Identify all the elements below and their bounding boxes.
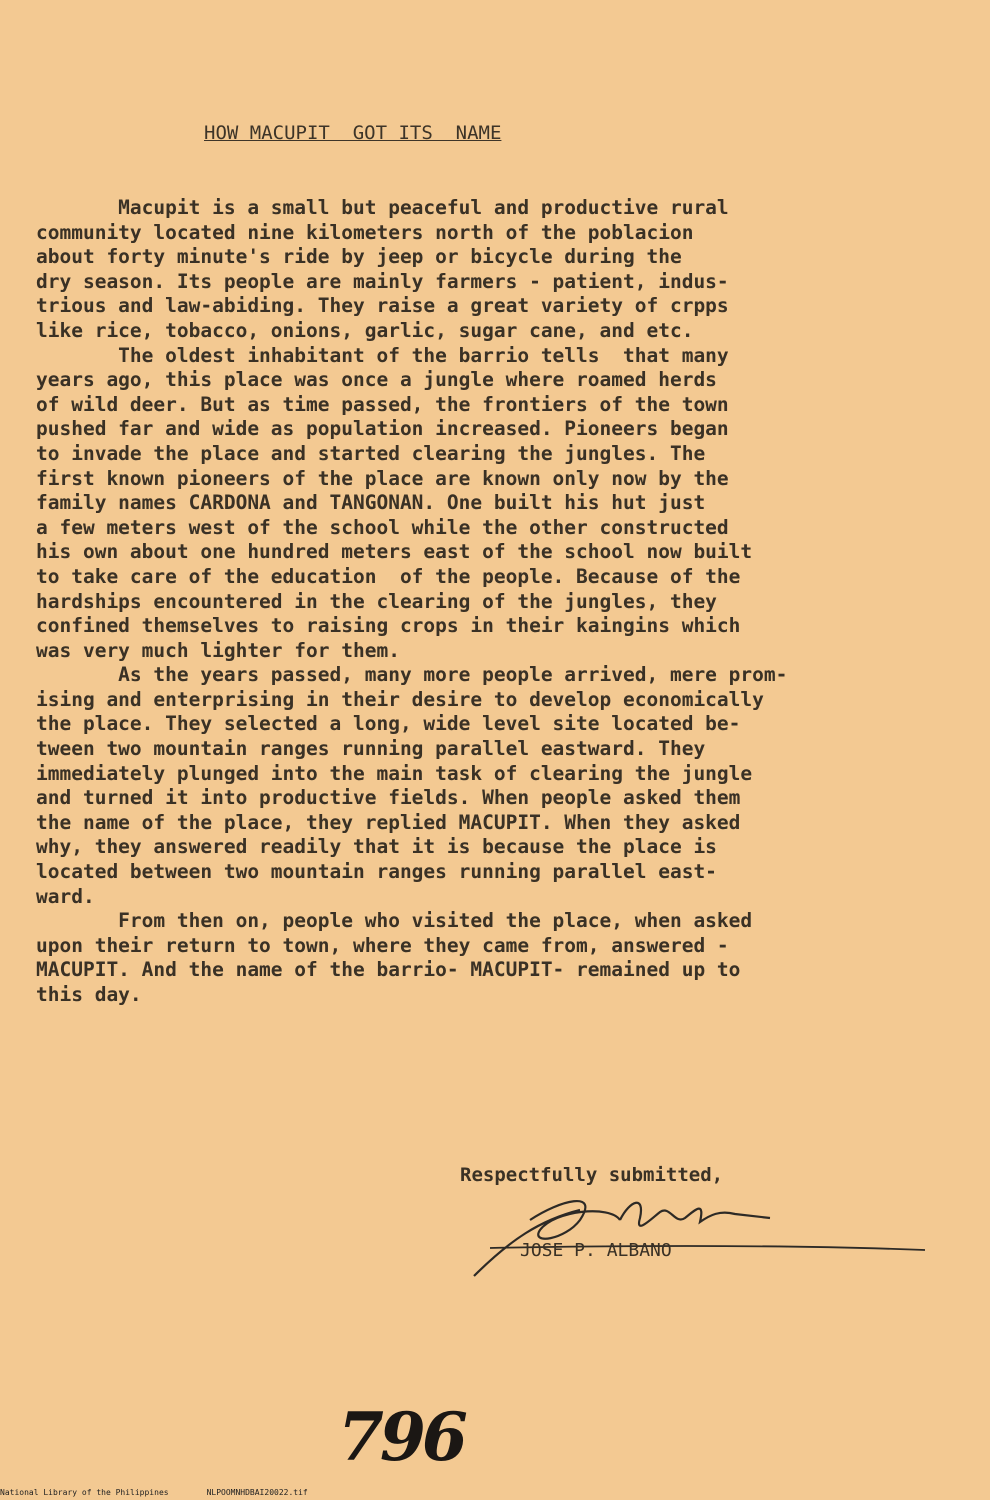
body-line: MACUPIT. And the name of the barrio- MACUPIT- remained up to — [36, 958, 741, 982]
body-line: the name of the place, they replied MACUPIT. When they asked — [36, 810, 741, 834]
body-line: a few meters west of the school while the other constructed — [36, 515, 729, 539]
scan-footer — [0, 1488, 346, 1497]
body-line: confined themselves to raising crops in their kaingins which — [36, 614, 741, 638]
body-line: immediately plunged into the main task of clearing the jungle — [36, 761, 753, 785]
body-line: this day. — [36, 983, 142, 1006]
body-line: ising and enterprising in their desire to develop economically — [36, 687, 764, 711]
footer-source: National Library of the Philippines — [0, 1488, 169, 1497]
page-number: 796 — [338, 1398, 464, 1476]
body-line: hardships encountered in the clearing of the jungles, they — [36, 589, 717, 613]
body-line: was very much lighter for them. — [36, 638, 400, 662]
body-line: first known pioneers of the place are known only now by the — [36, 466, 729, 490]
body-line: of wild deer. But as time passed, the frontiers of the town — [36, 392, 729, 416]
body-line: located between two mountain ranges running parallel east- — [36, 860, 717, 884]
document-body — [36, 196, 966, 1008]
body-line: dry season. Its people are mainly farmers - patient, indus- — [36, 269, 729, 293]
footer-file: NLPOOMNHDBAI20022.tif — [206, 1488, 308, 1497]
signer-name: JOSE P. ALBANO — [520, 1240, 672, 1261]
body-line: upon their return to town, where they came from, answered - — [36, 933, 729, 957]
body-line: years ago, this place was once a jungle where roamed herds — [36, 368, 717, 392]
body-line: to take care of the education of the people. Because of the — [36, 564, 741, 588]
body-line: trious and law-abiding. They raise a great variety of crpps — [36, 294, 729, 318]
body-line: and turned it into productive fields. When people asked them — [36, 786, 741, 810]
body-line: family names CARDONA and TANGONAN. One built his hut just — [36, 491, 706, 515]
body-line: As the years passed, many more people arrived, mere prom- — [36, 663, 788, 687]
signature-icon — [470, 1180, 930, 1280]
closing-text: Respectfully submitted, — [460, 1164, 724, 1186]
body-line: his own about one hundred meters east of the school now built — [36, 540, 753, 564]
body-line: Macupit is a small but peaceful and productive rural — [36, 196, 729, 219]
body-line: like rice, tobacco, onions, garlic, sugar cane, and etc. — [36, 318, 694, 342]
body-line: pushed far and wide as population increased. Pioneers began — [36, 417, 729, 441]
body-line: community located nine kilometers north of the poblacion — [36, 220, 694, 244]
body-line: From then on, people who visited the place, when asked — [36, 909, 753, 933]
body-line: about forty minute's ride by jeep or bicycle during the — [36, 245, 682, 269]
body-line: the place. They selected a long, wide level site located be- — [36, 712, 741, 736]
body-line: to invade the place and started clearing the jungles. The — [36, 441, 706, 465]
body-line: tween two mountain ranges running parallel eastward. They — [36, 737, 706, 761]
body-line: why, they answered readily that it is because the place is — [36, 835, 717, 859]
document-title: HOW MACUPIT GOT ITS NAME — [204, 122, 502, 144]
body-line: The oldest inhabitant of the barrio tells that many — [36, 343, 729, 367]
body-line: ward. — [36, 884, 95, 908]
